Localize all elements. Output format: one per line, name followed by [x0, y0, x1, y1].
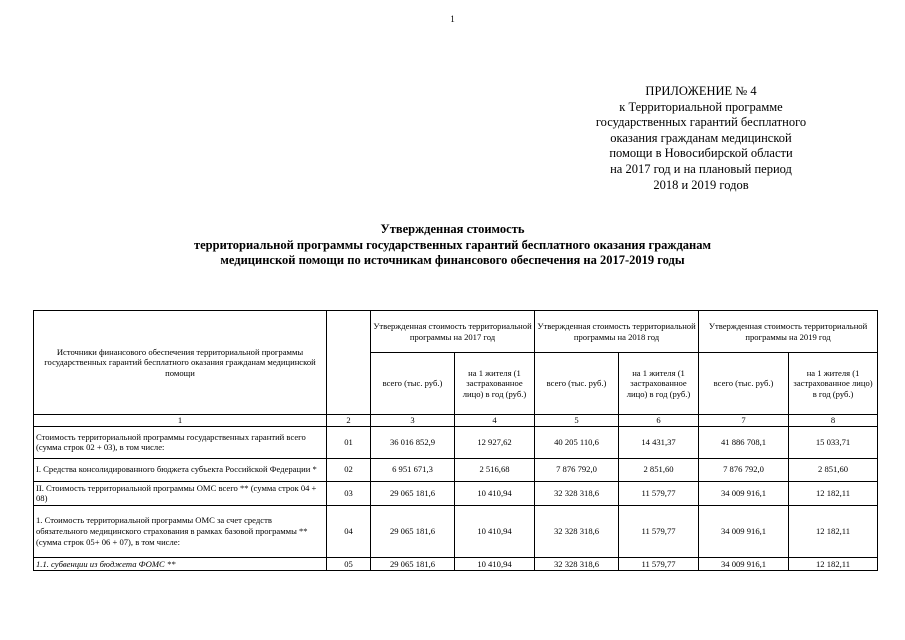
column-number: 4: [455, 415, 535, 427]
appendix-line: государственных гарантий бесплатного: [595, 115, 807, 130]
cell-value: 2 851,60: [789, 458, 878, 481]
column-number: 3: [371, 415, 455, 427]
table-row: [34, 557, 878, 571]
title-line: территориальной программы государственных гарантий бесплатного оказания гражданам: [193, 237, 711, 252]
title-line: Утвержденная стоимость: [380, 222, 525, 236]
cell-value: 41 886 708,1: [699, 426, 789, 458]
appendix-line: помощи в Новосибирской области: [609, 146, 793, 161]
column-number: 2: [327, 415, 371, 427]
subheader-total: всего (тыс. руб.): [699, 353, 789, 415]
cell-value: 11 579,77: [619, 481, 699, 505]
subheader-total: всего (тыс. руб.): [535, 353, 619, 415]
cell-value: 2 516,68: [455, 458, 535, 481]
cell-value: 12 182,11: [789, 505, 878, 557]
row-label: I. Средства консолидированного бюджета субъекта Российской Федерации *: [34, 458, 327, 481]
cell-value: 7 876 792,0: [535, 458, 619, 481]
title-line: медицинской помощи по источникам финансового обеспечения на 2017-2019 годы: [220, 253, 685, 267]
row-code: 04: [327, 505, 371, 557]
row-code: 03: [327, 481, 371, 505]
column-number: 8: [789, 415, 878, 427]
document-title: [100, 222, 805, 269]
row-label: Стоимость территориальной программы государственных гарантий всего (сумма строк 02 + 03), в том числе:: [34, 426, 327, 458]
cell-value: 32 328 318,6: [535, 557, 619, 571]
cell-value: 12 927,62: [455, 426, 535, 458]
cell-value: 34 009 916,1: [699, 481, 789, 505]
year-header-2017: Утвержденная стоимость территориальной программы на 2017 год: [371, 311, 535, 353]
page-number: 1: [450, 14, 455, 24]
cell-value: 36 016 852,9: [371, 426, 455, 458]
cell-value: 32 328 318,6: [535, 505, 619, 557]
subheader-per-capita: на 1 жителя (1 застрахованное лицо) в год (руб.): [619, 353, 699, 415]
cell-value: 11 579,77: [619, 557, 699, 571]
column-number: 5: [535, 415, 619, 427]
cell-value: 12 182,11: [789, 481, 878, 505]
cell-value: 11 579,77: [619, 505, 699, 557]
table-row: [34, 426, 878, 458]
appendix-line: ПРИЛОЖЕНИЕ № 4: [645, 84, 757, 98]
row-code: 01: [327, 426, 371, 458]
cell-value: 29 065 181,6: [371, 557, 455, 571]
row-label: 1. Стоимость территориальной программы ОМС за счет средств обязательного медицинского страхования в рамках базовой программы ** (сумма строк 05+ 06 + 07), в том числе:: [34, 505, 327, 557]
appendix-line: к Территориальной программе: [619, 99, 783, 114]
cell-value: 12 182,11: [789, 557, 878, 571]
column-number: 6: [619, 415, 699, 427]
table-row: [34, 481, 878, 505]
cell-value: 10 410,94: [455, 505, 535, 557]
appendix-header: [560, 84, 842, 193]
cost-table: [33, 310, 878, 571]
column-number-row: [34, 415, 878, 427]
source-header: Источники финансового обеспечения территориальной программы государственных гарантий бесплатного оказания гражданам медицинской помощи: [34, 311, 327, 415]
cell-value: 34 009 916,1: [699, 505, 789, 557]
cell-value: 6 951 671,3: [371, 458, 455, 481]
cell-value: 29 065 181,6: [371, 481, 455, 505]
cell-value: 32 328 318,6: [535, 481, 619, 505]
appendix-line: оказания гражданам медицинской: [610, 130, 792, 145]
year-header-2019: Утвержденная стоимость территориальной программы на 2019 год: [699, 311, 878, 353]
cell-value: 10 410,94: [455, 481, 535, 505]
cell-value: 29 065 181,6: [371, 505, 455, 557]
row-label: II. Стоимость территориальной программы ОМС всего ** (сумма строк 04 + 08): [34, 481, 327, 505]
appendix-line: 2018 и 2019 годов: [653, 177, 749, 192]
subheader-per-capita: на 1 жителя (1 застрахованное лицо) в год (руб.): [789, 353, 878, 415]
subheader-per-capita: на 1 жителя (1 застрахованное лицо) в год (руб.): [455, 353, 535, 415]
column-number: 7: [699, 415, 789, 427]
subheader-total: всего (тыс. руб.): [371, 353, 455, 415]
table-row: [34, 505, 878, 557]
year-header-2018: Утвержденная стоимость территориальной программы на 2018 год: [535, 311, 699, 353]
cell-value: 7 876 792,0: [699, 458, 789, 481]
row-code: 02: [327, 458, 371, 481]
cell-value: 34 009 916,1: [699, 557, 789, 571]
row-code: 05: [327, 557, 371, 571]
appendix-line: на 2017 год и на плановый период: [610, 161, 792, 176]
cell-value: 2 851,60: [619, 458, 699, 481]
cell-value: 40 205 110,6: [535, 426, 619, 458]
column-number: 1: [34, 415, 327, 427]
cell-value: 15 033,71: [789, 426, 878, 458]
table-row: [34, 458, 878, 481]
code-header: [327, 311, 371, 415]
cell-value: 10 410,94: [455, 557, 535, 571]
row-label: 1.1. субвенции из бюджета ФОМС **: [34, 557, 327, 571]
cell-value: 14 431,37: [619, 426, 699, 458]
